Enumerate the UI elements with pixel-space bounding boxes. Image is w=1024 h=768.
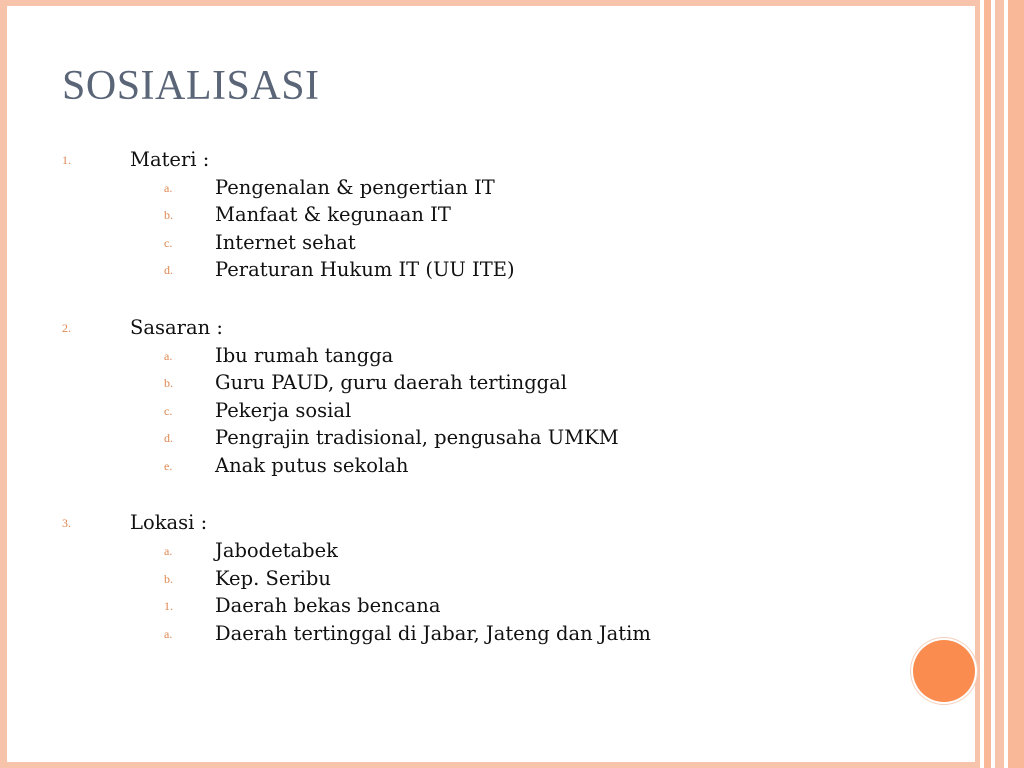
list-letter: a. — [164, 544, 173, 558]
list-item-text: Materi : — [130, 148, 210, 171]
list-letter: b. — [164, 208, 173, 222]
slide-title: SOSIALISASI — [62, 63, 320, 109]
list-item-text: Daerah bekas bencana — [215, 594, 441, 617]
list-letter: b. — [164, 572, 173, 586]
list-item-text: Guru PAUD, guru daerah tertinggal — [215, 371, 568, 394]
list-letter: c. — [164, 236, 173, 250]
list-item-text: Daerah tertinggal di Jabar, Jateng dan Jatim — [215, 622, 651, 645]
list-item-text: Peraturan Hukum IT (UU ITE) — [215, 258, 515, 281]
list-item-text: Lokasi : — [130, 511, 208, 534]
list-letter: a. — [164, 627, 173, 641]
list-item-text: Anak putus sekolah — [215, 454, 409, 477]
list-item-text: Sasaran : — [130, 316, 223, 339]
decorative-circle — [913, 640, 975, 702]
list-number: 3. — [62, 516, 71, 530]
list-item-text: Manfaat & kegunaan IT — [215, 203, 451, 226]
list-letter: a. — [164, 349, 173, 363]
list-letter: a. — [164, 181, 173, 195]
list-letter: b. — [164, 376, 173, 390]
list-number: 2. — [62, 321, 71, 335]
list-item-text: Pengenalan & pengertian IT — [215, 176, 495, 199]
list-item-text: Internet sehat — [215, 231, 356, 254]
list-number: 1. — [62, 153, 71, 167]
list-letter: e. — [164, 459, 173, 473]
list-letter: c. — [164, 404, 173, 418]
list-item-text: Ibu rumah tangga — [215, 344, 394, 367]
list-number: 1. — [164, 599, 173, 613]
list-letter: d. — [164, 263, 173, 277]
list-item-text: Jabodetabek — [215, 539, 338, 562]
list-item-text: Pengrajin tradisional, pengusaha UMKM — [215, 426, 619, 449]
list-item-text: Kep. Seribu — [215, 567, 331, 590]
list-item-text: Pekerja sosial — [215, 399, 352, 422]
list-letter: d. — [164, 431, 173, 445]
